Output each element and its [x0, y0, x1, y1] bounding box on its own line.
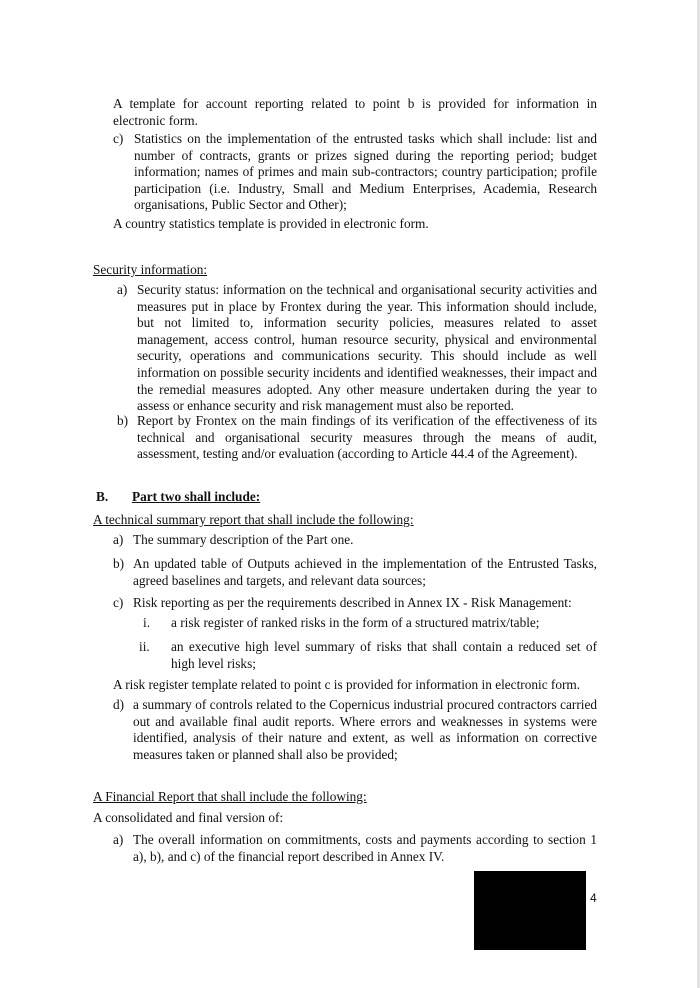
section-title: Part two shall include:	[132, 489, 261, 504]
list-text: An updated table of Outputs achieved in the implementation of the Entrusted Tasks, agreed baselines and targets, and relevant data sources;	[133, 556, 597, 588]
list-text: Risk reporting as per the requirements described in Annex IX - Risk Management:	[133, 595, 572, 610]
list-text: The summary description of the Part one.	[133, 532, 354, 547]
sublist-label: i.	[143, 615, 151, 630]
country-template-note: A country statistics template is provided in electronic form.	[113, 216, 429, 231]
financial-item-a	[113, 832, 597, 865]
technical-summary-heading: A technical summary report that shall include the following:	[93, 512, 414, 527]
sublist-text: an executive high level summary of risks that shall contain a reduced set of high level risks;	[171, 639, 597, 671]
list-text: a summary of controls related to the Copernicus industrial procured contractors carried out and available final audit reports. Where errors and weaknesses in systems were identified, analysis of their nature and extent, as well as information on corrective measures taken or planned shall also be provided;	[133, 697, 597, 762]
sublist-text: a risk register of ranked risks in the form of a structured matrix/table;	[171, 615, 540, 630]
redaction-box	[474, 871, 586, 950]
part-two-item-c	[113, 595, 597, 612]
list-text: Statistics on the implementation of the entrusted tasks which shall include: list and number of contracts, grants or prizes signed during the reporting period; budget information; names of primes and main sub-contractors; country participation; profile participation (i.e. Industry, Small and Medium Enterprises, Academia, Research organisations, Public Sector and Other);	[134, 131, 597, 213]
risk-subitem-ii	[139, 639, 597, 672]
security-heading: Security information:	[93, 262, 208, 277]
template-note-b: A template for account reporting related to point b is provided for information in electronic form.	[113, 96, 597, 128]
list-label: c)	[113, 131, 124, 146]
list-label: a)	[113, 832, 124, 847]
list-item-c-statistics	[113, 131, 597, 214]
list-label: b)	[113, 556, 125, 571]
part-two-item-a	[113, 532, 597, 549]
list-label: c)	[113, 595, 124, 610]
security-item-a	[117, 282, 597, 415]
list-text: The overall information on commitments, costs and payments according to section 1 a), b), and c) of the financial report described in Annex IV.	[133, 832, 597, 864]
list-text: Report by Frontex on the main findings of its verification of the effectiveness of its technical and organisational security measures through the means of audit, assessment, testing and/or evaluation (according to Article 44.4 of the Agreement).	[137, 413, 597, 462]
list-label: d)	[113, 697, 125, 712]
risk-subitem-i	[143, 615, 597, 632]
financial-intro: A consolidated and final version of:	[93, 810, 284, 825]
section-number: B.	[96, 489, 109, 504]
financial-report-heading: A Financial Report that shall include the following:	[93, 789, 367, 804]
list-label: a)	[117, 282, 128, 297]
part-two-item-b	[113, 556, 597, 589]
sublist-label: ii.	[139, 639, 150, 654]
list-label: b)	[117, 413, 129, 428]
security-item-b	[117, 413, 597, 463]
page-number: 4	[590, 891, 597, 905]
risk-template-note: A risk register template related to point c is provided for information in electronic form.	[113, 677, 581, 692]
list-label: a)	[113, 532, 124, 547]
part-two-item-d	[113, 697, 597, 763]
list-text: Security status: information on the technical and organisational security activities and measures put in place by Frontex during the year. This information should include, but not limited to, information security policies, measures related to asset management, access control, human resource security, physical and environmental security, operations and communications security. This should include as well information on possible security incidents and identified weaknesses, their impact and the remedial measures adopted. Any other measure undertaken during the year to assess or enhance security and risk management must also be reported.	[137, 282, 597, 414]
